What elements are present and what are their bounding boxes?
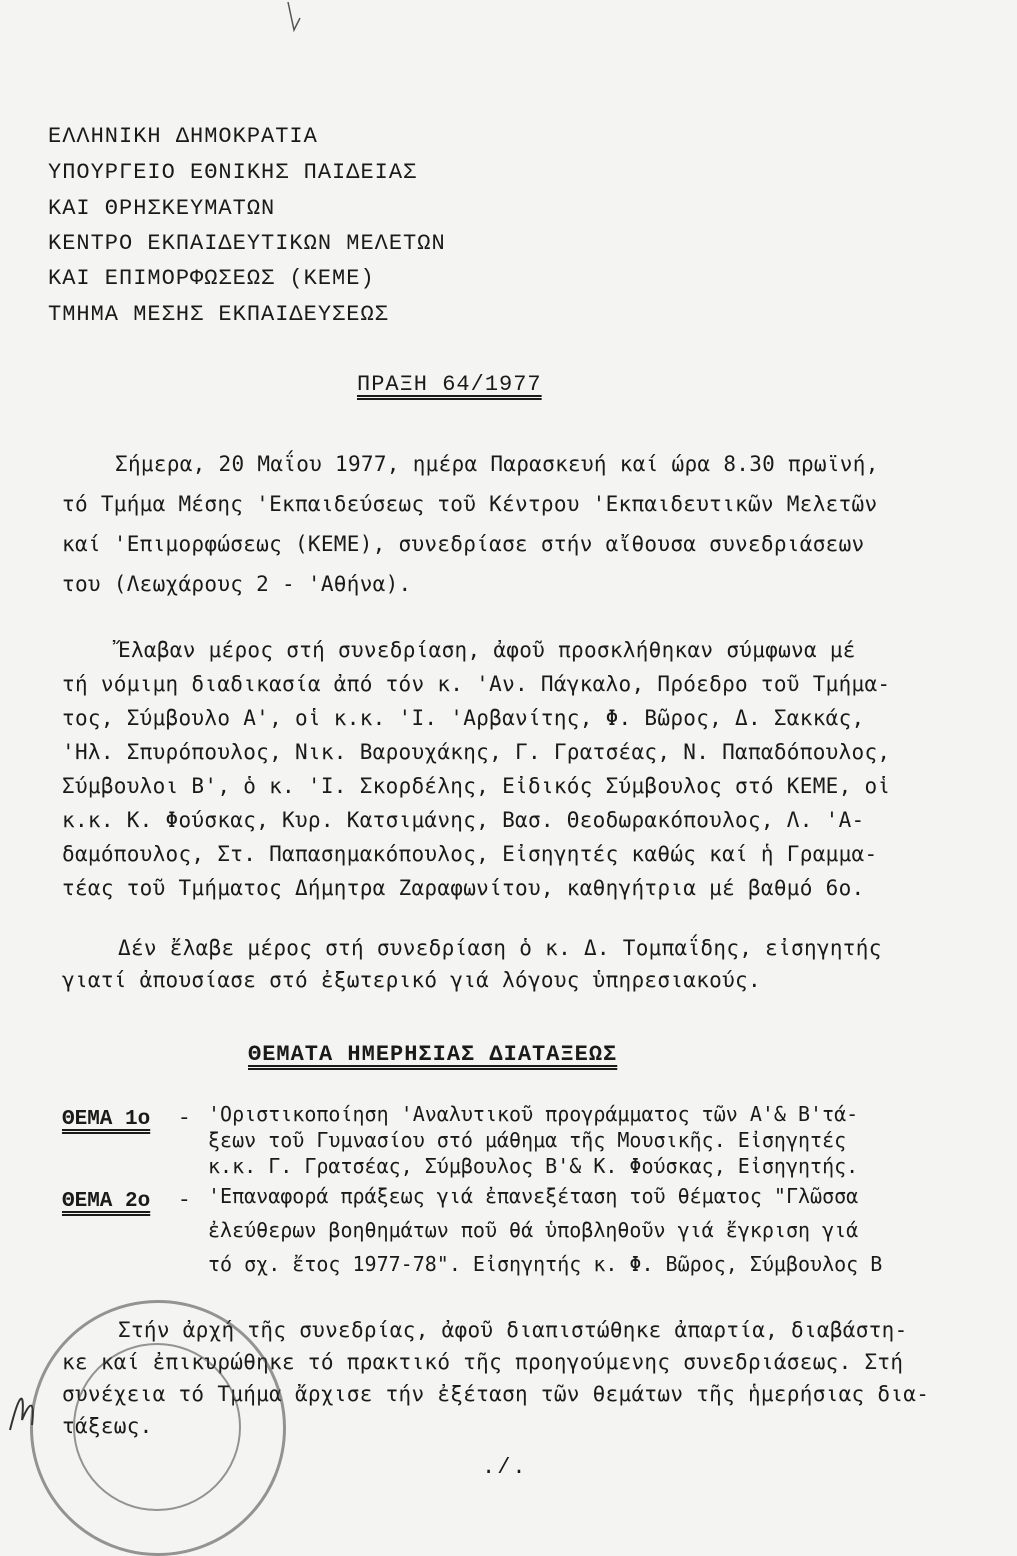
paragraph-line: τάξεως. bbox=[62, 1414, 153, 1438]
agenda-title: ΘΕΜΑΤΑ ΗΜΕΡΗΣΙΑΣ ΔΙΑΤΑΞΕΩΣ bbox=[248, 1042, 618, 1067]
header-line-5: ΚΑΙ ΕΠΙΜΟΡΦΩΣΕΩΣ (ΚΕΜΕ) bbox=[48, 266, 375, 291]
paragraph-line: γιατί ἀπουσίασε στό ἐξωτερικό γιά λόγους ὑπηρεσιακούς. bbox=[62, 968, 761, 992]
paragraph-line: Δέν ἔλαβε μέρος στή συνεδρίαση ὁ κ. Δ. Τομπαΐδης, εἰσηγητής bbox=[118, 936, 882, 960]
topic-line: τό σχ. ἔτος 1977-78". Εἰσηγητής κ. Φ. Βῶρος, Σύμβουλος Β bbox=[208, 1252, 883, 1276]
header-line-4: ΚΕΝΤΡΟ ΕΚΠΑΙΔΕΥΤΙΚΩΝ ΜΕΛΕΤΩΝ bbox=[48, 231, 446, 256]
header-line-6: ΤΜΗΜΑ ΜΕΣΗΣ ΕΚΠΑΙΔΕΥΣΕΩΣ bbox=[48, 302, 389, 327]
topic-label: ΘΕΜΑ 1ο bbox=[62, 1108, 151, 1131]
paragraph-line: δαμόπουλος, Στ. Παπασημακόπουλος, Εἰσηγητές καθώς καί ἡ Γραμμα- bbox=[62, 842, 878, 866]
paragraph-line: συνέχεια τό Τμήμα ἄρχισε τήν ἐξέταση τῶν θεμάτων τῆς ἡμερήσιας δια- bbox=[62, 1382, 930, 1406]
stamp-inner-ring bbox=[73, 1343, 241, 1511]
topic-line: κ.κ. Γ. Γρατσέας, Σύμβουλος Β'& Κ. Φούσκας, Εἰσηγητής. bbox=[208, 1154, 859, 1178]
topic-dash: - bbox=[178, 1108, 191, 1131]
header-line-2: ΥΠΟΥΡΓΕΙΟ ΕΘΝΙΚΗΣ ΠΑΙΔΕΙΑΣ bbox=[48, 160, 418, 185]
topic-label: ΘΕΜΑ 2ο bbox=[62, 1190, 151, 1213]
topic-dash: - bbox=[178, 1190, 191, 1213]
paragraph-line: 'Ηλ. Σπυρόπουλος, Νικ. Βαρουχάκης, Γ. Γρατσέας, Ν. Παπαδόπουλος, bbox=[62, 740, 891, 764]
paragraph-line: τό Τμήμα Μέσης 'Εκπαιδεύσεως τοῦ Κέντρου 'Εκπαιδευτικῶν Μελετῶν bbox=[62, 492, 878, 516]
paragraph-line: κε καί ἐπικυρώθηκε τό πρακτικό τῆς προηγούμενης συνεδριάσεως. Στή bbox=[62, 1350, 904, 1374]
punch-mark bbox=[280, 0, 320, 40]
official-stamp bbox=[30, 1300, 286, 1556]
topic-line: 'Οριστικοποίηση 'Αναλυτικοῦ προγράμματος τῶν Α'& Β'τά- bbox=[208, 1102, 859, 1126]
page-continuation-marker: ./. bbox=[482, 1455, 528, 1480]
header-line-3: ΚΑΙ ΘΡΗΣΚΕΥΜΑΤΩΝ bbox=[48, 196, 276, 221]
paragraph-line: τος, Σύμβουλο Α', οἱ κ.κ. 'Ι. 'Αρβανίτης, Φ. Βῶρος, Δ. Σακκάς, bbox=[62, 706, 865, 730]
paragraph-line: τή νόμιμη διαδικασία ἀπό τόν κ. 'Αν. Πάγκαλο, Πρόεδρο τοῦ Τμήμα- bbox=[62, 672, 891, 696]
document-title: ΠΡΑΞΗ 64/1977 bbox=[357, 372, 542, 397]
topic-line: ἐλεύθερων βοηθημάτων ποῦ θά ὑποβληθοῦν γιά ἔγκριση γιά bbox=[208, 1218, 859, 1242]
paragraph-line: Σήμερα, 20 Μαΐου 1977, ημέρα Παρασκευή καί ώρα 8.30 πρωϊνή, bbox=[115, 452, 879, 476]
paragraph-line: κ.κ. Κ. Φούσκας, Κυρ. Κατσιμάνης, Βασ. Θεοδωρακόπουλος, Λ. 'Α- bbox=[62, 808, 865, 832]
topic-line: ξεων τοῦ Γυμνασίου στό μάθημα τῆς Μουσικῆς. Εἰσηγητές bbox=[208, 1128, 847, 1152]
header-line-1: ΕΛΛΗΝΙΚΗ ΔΗΜΟΚΡΑΤΙΑ bbox=[48, 124, 318, 149]
signature-mark bbox=[0, 1380, 60, 1440]
paragraph-line: τέας τοῦ Τμήματος Δήμητρα Ζαραφωνίτου, καθηγήτρια μέ βαθμό 6ο. bbox=[62, 876, 865, 900]
topic-line: 'Επαναφορά πράξεως γιά ἐπανεξέταση τοῦ θέματος "Γλῶσσα bbox=[208, 1184, 859, 1208]
paragraph-line: του (Λεωχάρους 2 - 'Αθήνα). bbox=[62, 572, 412, 596]
paragraph-line: καί 'Επιμορφώσεως (ΚΕΜΕ), συνεδρίασε στήν αἴθουσα συνεδριάσεων bbox=[62, 532, 865, 556]
paragraph-line: Στήν ἀρχή τῆς συνεδρίας, ἀφοῦ διαπιστώθηκε ἀπαρτία, διαβάστη- bbox=[118, 1318, 908, 1342]
paragraph-line: Ἔλαβαν μέρος στή συνεδρίαση, ἀφοῦ προσκλήθηκαν σύμφωνα μέ bbox=[118, 638, 856, 662]
paragraph-line: Σύμβουλοι Β', ὁ κ. 'Ι. Σκορδέλης, Εἰδικός Σύμβουλος στό ΚΕΜΕ, οἱ bbox=[62, 774, 891, 798]
